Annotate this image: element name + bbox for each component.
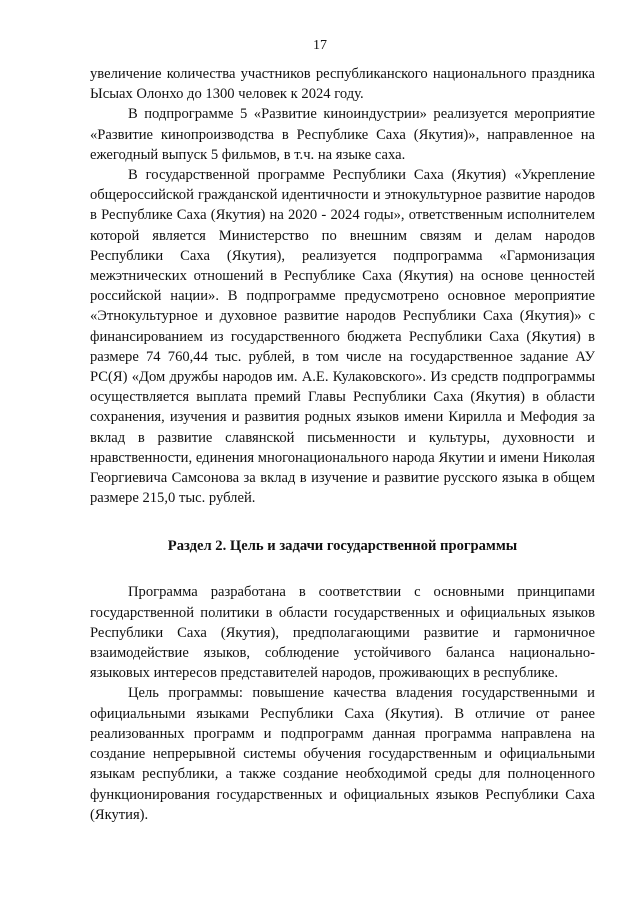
paragraph-program-goal: Цель программы: повышение качества владения государственными и официальными языками Республики Саха (Якутия). В отличие от ранее реализованных программ и подпрограмм данная программа направлена на создание непрерывной системы обучения государственным и официальными языкам республики, а также создание необходимой среды для полноценного функционирования государственных и официальных языков Республики Саха (Якутия). [90,685,595,823]
document-body [90,64,595,825]
paragraph-program-basis: Программа разработана в соответствии с основными принципами государственной политики в области государственных и официальных языков Республики Саха (Якутия), предполагающими развитие и гармоничное взаимодействие языков, соблюдение устойчивого баланса национально-языковых интересов представителей народов, проживающих в республике. [90,584,595,682]
section-heading: Раздел 2. Цель и задачи государственной программы [167,538,518,555]
paragraph-continuation: увеличение количества участников республиканского национального праздника Ысыах Олонхо до 1300 человек к 2024 году. [90,66,595,103]
page-number: 17 [313,38,327,53]
paragraph-film-subprogram: В подпрограмме 5 «Развитие киноиндустрии» реализуется мероприятие «Развитие кинопроизводства в Республике Саха (Якутия)», направленное на ежегодный выпуск 5 фильмов, в т.ч. на языке саха. [90,106,595,163]
paragraph-ethnocultural-program: В государственной программе Республики Саха (Якутия) «Укрепление общероссийской гражданской идентичности и этнокультурное развитие народов в Республике Саха (Якутия) на 2020 - 2024 годы», ответственным исполнителем которой является Министерство по внешним связям и делам народов Республики Саха (Якутия), реализуется подпрограмма «Гармонизация межэтнических отношений в Республике Саха (Якутия) на основе ценностей российской нации». В подпрограмме предусмотрено основное мероприятие «Этнокультурное и духовное развитие народов Республики Саха (Якутия)» с финансированием из государственного бюджета Республики Саха (Якутия) в размере 74 760,44 тыс. рублей, в том числе на государственное задание АУ РС(Я) «Дом дружбы народов им. А.Е. Кулаковского». Из средств подпрограммы осуществляется выплата премий Главы Республики Саха (Якутия) в области сохранения, изучения и развития родных языков имени Кирилла и Мефодия за вклад в развитие славянской письменности и культуры, духовности и нравственности, единения многонационального народа Якутии и имени Николая Георгиевича Самсонова за вклад в изучение и развитие русского языка в общем размере 215,0 тыс. рублей. [90,167,595,507]
